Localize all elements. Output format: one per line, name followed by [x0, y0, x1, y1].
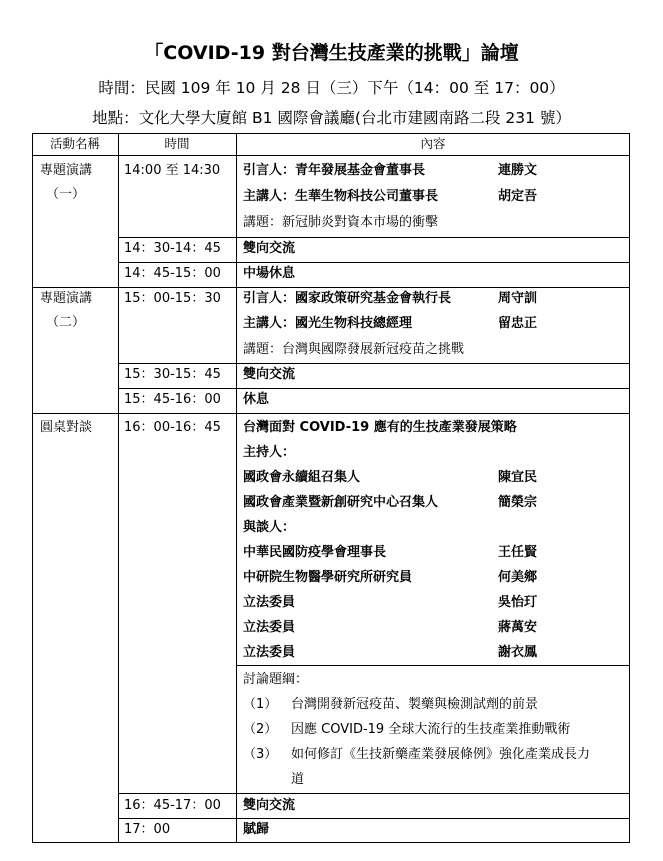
session1-intro-label: 引言人：青年發展基金會董事長	[243, 163, 426, 178]
roundtable-heading: 台灣面對 COVID-19 應有的生技產業發展策略	[243, 420, 517, 435]
table-border	[236, 665, 630, 666]
panelist-role: 中華民國防疫學會理事長	[243, 545, 387, 560]
session1-time: 14:00 至 14:30	[124, 163, 221, 178]
session2-qa-label: 雙向交流	[243, 367, 296, 382]
outline-item: （3） 如何修訂《生技新藥產業發展條例》強化產業成長力	[243, 747, 591, 762]
roundtable-name: 圓桌對談	[40, 420, 93, 435]
roundtable-qa-time: 16：45-17：00	[124, 798, 221, 813]
session2-intro-label: 引言人：國家政策研究基金會執行長	[243, 291, 452, 306]
panelist-role: 立法委員	[243, 595, 296, 610]
panelist-name: 謝衣鳳	[498, 645, 538, 660]
outline-item-continuation: 道	[291, 772, 305, 787]
panelist-role: 立法委員	[243, 645, 296, 660]
column-header-time: 時間	[164, 136, 190, 151]
session1-qa-time: 14：30-14：45	[124, 241, 221, 256]
host-role: 國政會產業暨新創研究中心召集人	[243, 495, 439, 510]
column-header-activity: 活動名稱	[49, 136, 100, 151]
table-border	[32, 133, 33, 843]
table-border	[118, 133, 119, 843]
session2-qa-time: 15：30-15：45	[124, 367, 221, 382]
session1-break-time: 14：45-15：00	[124, 266, 221, 281]
table-border	[629, 133, 630, 843]
outline-label: 討論題綱：	[243, 672, 309, 687]
table-border	[32, 155, 630, 156]
outline-item: （1） 台灣開發新冠疫苗、製藥與檢測試劑的前景	[243, 697, 539, 712]
event-time: 時間：民國 109 年 10 月 28 日（三）下午（14：00 至 17：00）	[98, 79, 565, 97]
event-location: 地點：文化大學大廈館 B1 國際會議廳(台北市建國南路二段 231 號）	[92, 109, 571, 127]
host-role: 國政會永續組召集人	[243, 470, 361, 485]
session2-topic: 講題：台灣與國際發展新冠疫苗之挑戰	[243, 342, 465, 357]
end-label: 賦歸	[243, 822, 270, 837]
panelist-name: 吳怡玎	[498, 595, 538, 610]
session1-speaker-name: 胡定吾	[498, 189, 538, 204]
session1-name: 專題演講 （一）	[40, 163, 93, 202]
end-time: 17：00	[124, 822, 171, 837]
session2-speaker-name: 留忠正	[498, 316, 538, 331]
roundtable-panel-label: 與談人：	[243, 520, 296, 535]
session2-intro-name: 周守訓	[498, 291, 538, 306]
panelist-name: 蔣萬安	[498, 620, 538, 635]
page-title: 「COVID-19 對台灣生技產業的挑戰」論壇	[144, 42, 519, 64]
session2-speaker-label: 主講人：國光生物科技總經理	[243, 316, 413, 331]
session2-time: 15：00-15：30	[124, 291, 221, 306]
session1-topic: 講題：新冠肺炎對資本市場的衝擊	[243, 215, 439, 230]
roundtable-host-label: 主持人：	[243, 445, 296, 460]
host-name: 陳宜民	[498, 470, 538, 485]
roundtable-qa-label: 雙向交流	[243, 798, 296, 813]
session2-break-time: 15：45-16：00	[124, 392, 221, 407]
host-name: 簡榮宗	[498, 495, 538, 510]
panelist-name: 何美鄉	[498, 570, 538, 585]
session1-intro-name: 連勝文	[498, 163, 538, 178]
panelist-role: 中研院生物醫學研究所研究員	[243, 570, 413, 585]
table-border	[32, 842, 630, 843]
panelist-role: 立法委員	[243, 620, 296, 635]
table-border	[32, 413, 630, 414]
session2-break-label: 休息	[243, 392, 270, 407]
table-border	[236, 133, 237, 843]
session2-name: 專題演講 （二）	[40, 291, 93, 330]
session1-qa-label: 雙向交流	[243, 241, 296, 256]
roundtable-time: 16：00-16：45	[124, 420, 221, 435]
session1-speaker-label: 主講人：生華生物科技公司董事長	[243, 189, 439, 204]
outline-item: （2） 因應 COVID-19 全球大流行的生技產業推動戰術	[243, 722, 571, 737]
panelist-name: 王任賢	[498, 545, 538, 560]
session1-break-label: 中場休息	[243, 266, 296, 281]
column-header-content: 內容	[420, 136, 446, 151]
